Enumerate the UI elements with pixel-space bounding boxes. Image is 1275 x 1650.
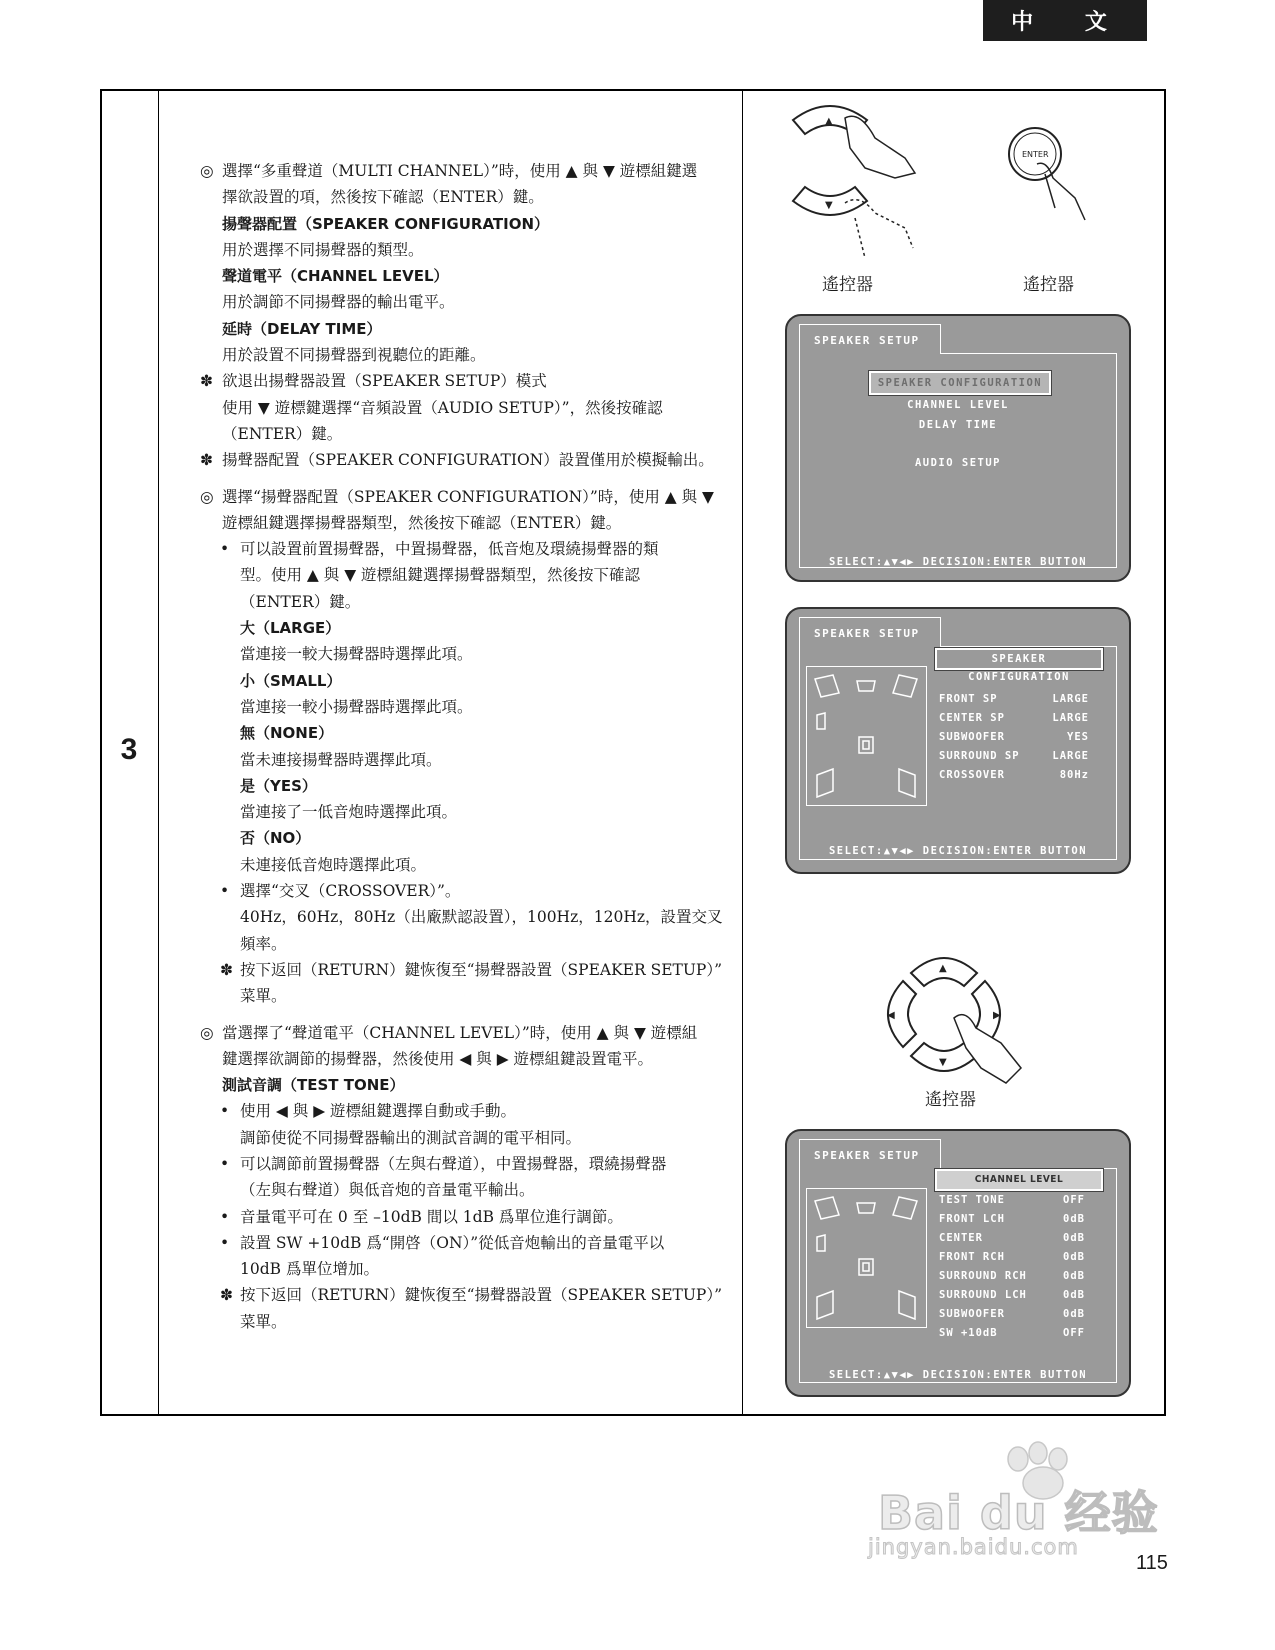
- text-line: 調節使從不同揚聲器輸出的測試音調的電平相同。: [240, 1128, 582, 1147]
- remote-up-down-illustration: [785, 98, 1135, 268]
- bullet-crossover: [200, 878, 738, 957]
- text-line: 選擇“揚聲器配置（SPEAKER CONFIGURATION）”時，使用 ▲ 與 ▼: [222, 487, 714, 506]
- side-speaker-icon: [817, 713, 825, 729]
- osd-row[interactable]: SURROUND SP LARGE: [939, 750, 1089, 762]
- text-line: 按下返回（RETURN）鍵恢復至“揚聲器設置（SPEAKER SETUP）”: [240, 960, 723, 979]
- text-line: （左與右聲道）與低音炮的音量電平輸出。: [240, 1181, 535, 1200]
- column-divider-right: [742, 91, 743, 1414]
- osd-row[interactable]: SURROUND LCH 0dB: [939, 1289, 1085, 1301]
- osd-speaker-configuration: [785, 607, 1131, 874]
- osd-row[interactable]: FRONT LCH 0dB: [939, 1213, 1085, 1225]
- star-marker: ✽: [220, 960, 233, 979]
- osd-row[interactable]: SUBWOOFER 0dB: [939, 1308, 1085, 1320]
- text-line: 用於選擇不同揚聲器的類型。: [222, 240, 424, 259]
- note-analog: [200, 447, 738, 473]
- osd-channel-level: [785, 1129, 1131, 1397]
- svg-text:◀: ◀: [887, 1010, 895, 1021]
- watermark-url: jingyan.baidu.com: [868, 1535, 1079, 1559]
- channel-level-heading: 聲道電平（CHANNEL LEVEL）: [222, 267, 449, 286]
- osd-row[interactable]: SUBWOOFER YES: [939, 731, 1089, 743]
- osd-title: SPEAKER SETUP: [799, 324, 941, 354]
- surround-right-speaker-icon: [899, 769, 915, 797]
- watermark-brand: Bai du 经验: [878, 1486, 1159, 1540]
- text-line: 用於調節不同揚聲器的輸出電平。: [222, 293, 455, 312]
- baidu-watermark: [868, 1437, 1168, 1559]
- svg-text:▼: ▼: [825, 200, 833, 211]
- text-line: 當未連接揚聲器時選擇此項。: [240, 750, 442, 769]
- text-line: 未連接低音炮時選擇此項。: [240, 855, 427, 874]
- text-line: 可以設置前置揚聲器，中置揚聲器，低音炮及環繞揚聲器的類: [240, 540, 659, 559]
- svg-text:▶: ▶: [993, 1010, 1001, 1021]
- circle-marker: ◎: [200, 162, 214, 180]
- step-number: 3: [120, 733, 138, 766]
- text-line: 菜單。: [240, 1312, 287, 1331]
- para-speaker-config: [200, 484, 738, 537]
- column-divider-left: [158, 91, 159, 1414]
- language-tab: 中 文: [983, 0, 1147, 41]
- text-line: 當選擇了“聲道電平（CHANNEL LEVEL）”時，使用 ▲ 與 ▼ 遊標組: [222, 1023, 698, 1042]
- text-line: （ENTER）鍵。: [240, 592, 361, 611]
- osd-row[interactable]: CROSSOVER 80Hz: [939, 769, 1089, 781]
- osd-speaker-setup-menu: [785, 314, 1131, 582]
- instruction-text: [200, 158, 738, 1335]
- text-line: （ENTER）鍵。: [222, 424, 343, 443]
- osd-row[interactable]: CENTER SP LARGE: [939, 712, 1089, 724]
- text-line: 欲退出揚聲器設置（SPEAKER SETUP）模式: [222, 372, 547, 391]
- remote-cursor-pad-illustration: [876, 948, 1036, 1088]
- text-line: 可以調節前置揚聲器（左與右聲道），中置揚聲器，環繞揚聲器: [240, 1154, 667, 1173]
- speaker-config-heading: 揚聲器配置（SPEAKER CONFIGURATION）: [222, 214, 550, 233]
- text-line: 用於設置不同揚聲器到視聽位的距離。: [222, 346, 486, 365]
- hand-icon: [845, 116, 915, 178]
- remote-caption-left: 遙控器: [822, 275, 873, 295]
- text-line: 40Hz，60Hz，80Hz（出廠默認設置），100Hz，120Hz，設置交叉: [240, 908, 723, 927]
- osd-menu-item-audio-setup[interactable]: AUDIO SETUP: [914, 457, 1002, 469]
- star-marker: ✽: [200, 372, 213, 391]
- osd-section-header: CHANNEL LEVEL: [935, 1169, 1103, 1191]
- remote-caption-bottom: 遙控器: [925, 1090, 976, 1110]
- text-line: 當連接了一低音炮時選擇此項。: [240, 803, 458, 822]
- osd-menu-item-delay-time[interactable]: DELAY TIME: [918, 419, 998, 431]
- text-line: 音量電平可在 0 至 –10dB 間以 1dB 爲單位進行調節。: [240, 1207, 623, 1226]
- speaker-layout-diagram: [806, 666, 927, 806]
- text-line: 使用 ◀ 與 ▶ 遊標組鍵選擇自動或手動。: [240, 1102, 517, 1121]
- bullet-adjust-levels: [200, 1151, 738, 1204]
- surround-right-speaker-icon: [899, 1291, 915, 1319]
- bullet-marker: •: [220, 1102, 230, 1121]
- osd-title: SPEAKER SETUP: [799, 617, 941, 647]
- page-number: 115: [1136, 1552, 1168, 1574]
- surround-left-speaker-icon: [817, 769, 833, 797]
- front-left-speaker-icon: [815, 1197, 839, 1219]
- center-speaker-icon: [857, 1203, 875, 1213]
- bullet-marker: •: [220, 1207, 230, 1226]
- osd-row[interactable]: FRONT SP LARGE: [939, 693, 1089, 705]
- note-return-2: [200, 1282, 738, 1335]
- text-line: 選擇“多重聲道（MULTI CHANNEL）”時，使用 ▲ 與 ▼ 遊標組鍵選: [222, 162, 698, 180]
- none-heading: 無（NONE）: [240, 724, 334, 743]
- subwoofer-icon: [859, 737, 873, 753]
- para-channel-level: [200, 1020, 738, 1099]
- subwoofer-icon: [859, 1259, 873, 1275]
- star-marker: ✽: [220, 1286, 233, 1305]
- text-line: 頻率。: [240, 934, 287, 953]
- svg-text:▲: ▲: [825, 116, 833, 127]
- bullet-sw-boost: [200, 1230, 738, 1283]
- test-tone-heading: 測試音調（TEST TONE）: [222, 1076, 405, 1095]
- text-line: 選擇“交叉（CROSSOVER）”。: [240, 882, 461, 901]
- surround-left-speaker-icon: [817, 1291, 833, 1319]
- bullet-marker: •: [220, 882, 230, 901]
- side-speaker-icon: [817, 1235, 825, 1251]
- text-line: 鍵選擇欲調節的揚聲器，然後使用 ◀ 與 ▶ 遊標組鍵設置電平。: [222, 1049, 654, 1068]
- circle-marker: ◎: [200, 1023, 214, 1042]
- yes-heading: 是（YES）: [240, 776, 317, 795]
- note-return-1: [200, 957, 738, 1010]
- bullet-marker: •: [220, 1233, 230, 1252]
- para-multi-channel: [200, 158, 738, 368]
- no-heading: 否（NO）: [240, 829, 311, 848]
- text-line: 使用 ▼ 遊標鍵選擇“音頻設置（AUDIO SETUP）”，然後按確認: [222, 398, 663, 417]
- bullet-test-tone: [200, 1098, 738, 1151]
- bullet-level-range: [200, 1204, 738, 1230]
- large-heading: 大（LARGE）: [240, 619, 341, 638]
- text-line: 遊標組鍵選擇揚聲器類型，然後按下確認（ENTER）鍵。: [222, 513, 622, 532]
- osd-row[interactable]: TEST TONE OFF: [939, 1194, 1085, 1206]
- text-line: 按下返回（RETURN）鍵恢復至“揚聲器設置（SPEAKER SETUP）”: [240, 1286, 723, 1305]
- bullet-speaker-types: [200, 536, 738, 878]
- osd-row[interactable]: SURROUND RCH 0dB: [939, 1270, 1085, 1282]
- remote-caption-right: 遙控器: [1023, 275, 1074, 295]
- bullet-marker: •: [220, 540, 230, 559]
- bullet-marker: •: [220, 1154, 230, 1173]
- osd-row[interactable]: CENTER 0dB: [939, 1232, 1085, 1244]
- front-right-speaker-icon: [893, 1197, 917, 1219]
- osd-footer: SELECT:▲▼◀▶ DECISION:ENTER BUTTON: [828, 845, 1088, 857]
- small-heading: 小（SMALL）: [240, 671, 342, 690]
- svg-text:▼: ▼: [939, 1057, 947, 1068]
- note-exit: [200, 368, 738, 447]
- text-line: 當連接一較大揚聲器時選擇此項。: [240, 645, 473, 664]
- text-line: 菜單。: [240, 987, 287, 1006]
- text-line: 型。使用 ▲ 與 ▼ 遊標組鍵選擇揚聲器類型，然後按下確認: [240, 566, 641, 585]
- osd-menu-item-channel-level[interactable]: CHANNEL LEVEL: [907, 399, 1009, 411]
- delay-time-heading: 延時（DELAY TIME）: [222, 319, 382, 338]
- speaker-layout-diagram: [806, 1188, 927, 1328]
- osd-footer: SELECT:▲▼◀▶ DECISION:ENTER BUTTON: [828, 556, 1088, 568]
- svg-text:ENTER: ENTER: [1022, 150, 1049, 159]
- front-left-speaker-icon: [815, 675, 839, 697]
- svg-text:▲: ▲: [939, 963, 947, 974]
- osd-row[interactable]: FRONT RCH 0dB: [939, 1251, 1085, 1263]
- star-marker: ✽: [200, 451, 213, 470]
- center-speaker-icon: [857, 681, 875, 691]
- enter-button-icon: [1009, 128, 1061, 180]
- circle-marker: ◎: [200, 487, 214, 506]
- osd-footer: SELECT:▲▼◀▶ DECISION:ENTER BUTTON: [828, 1369, 1088, 1381]
- text-line: 揚聲器配置（SPEAKER CONFIGURATION）設置僅用於模擬輸出。: [222, 451, 714, 470]
- osd-menu-item-speaker-configuration[interactable]: SPEAKER CONFIGURATION: [869, 371, 1051, 395]
- osd-row[interactable]: SW +10dB OFF: [939, 1327, 1085, 1339]
- text-line: 設置 SW +10dB 爲“開啓（ON）”從低音炮輸出的音量電平以: [240, 1233, 665, 1252]
- front-right-speaker-icon: [893, 675, 917, 697]
- down-button-icon: [793, 187, 867, 215]
- text-line: 當連接一較小揚聲器時選擇此項。: [240, 697, 473, 716]
- osd-title: SPEAKER SETUP: [799, 1139, 941, 1169]
- text-line: 擇欲設置的項，然後按下確認（ENTER）鍵。: [222, 188, 544, 207]
- text-line: 10dB 爲單位增加。: [240, 1260, 379, 1279]
- osd-section-header: SPEAKER CONFIGURATION: [935, 648, 1103, 670]
